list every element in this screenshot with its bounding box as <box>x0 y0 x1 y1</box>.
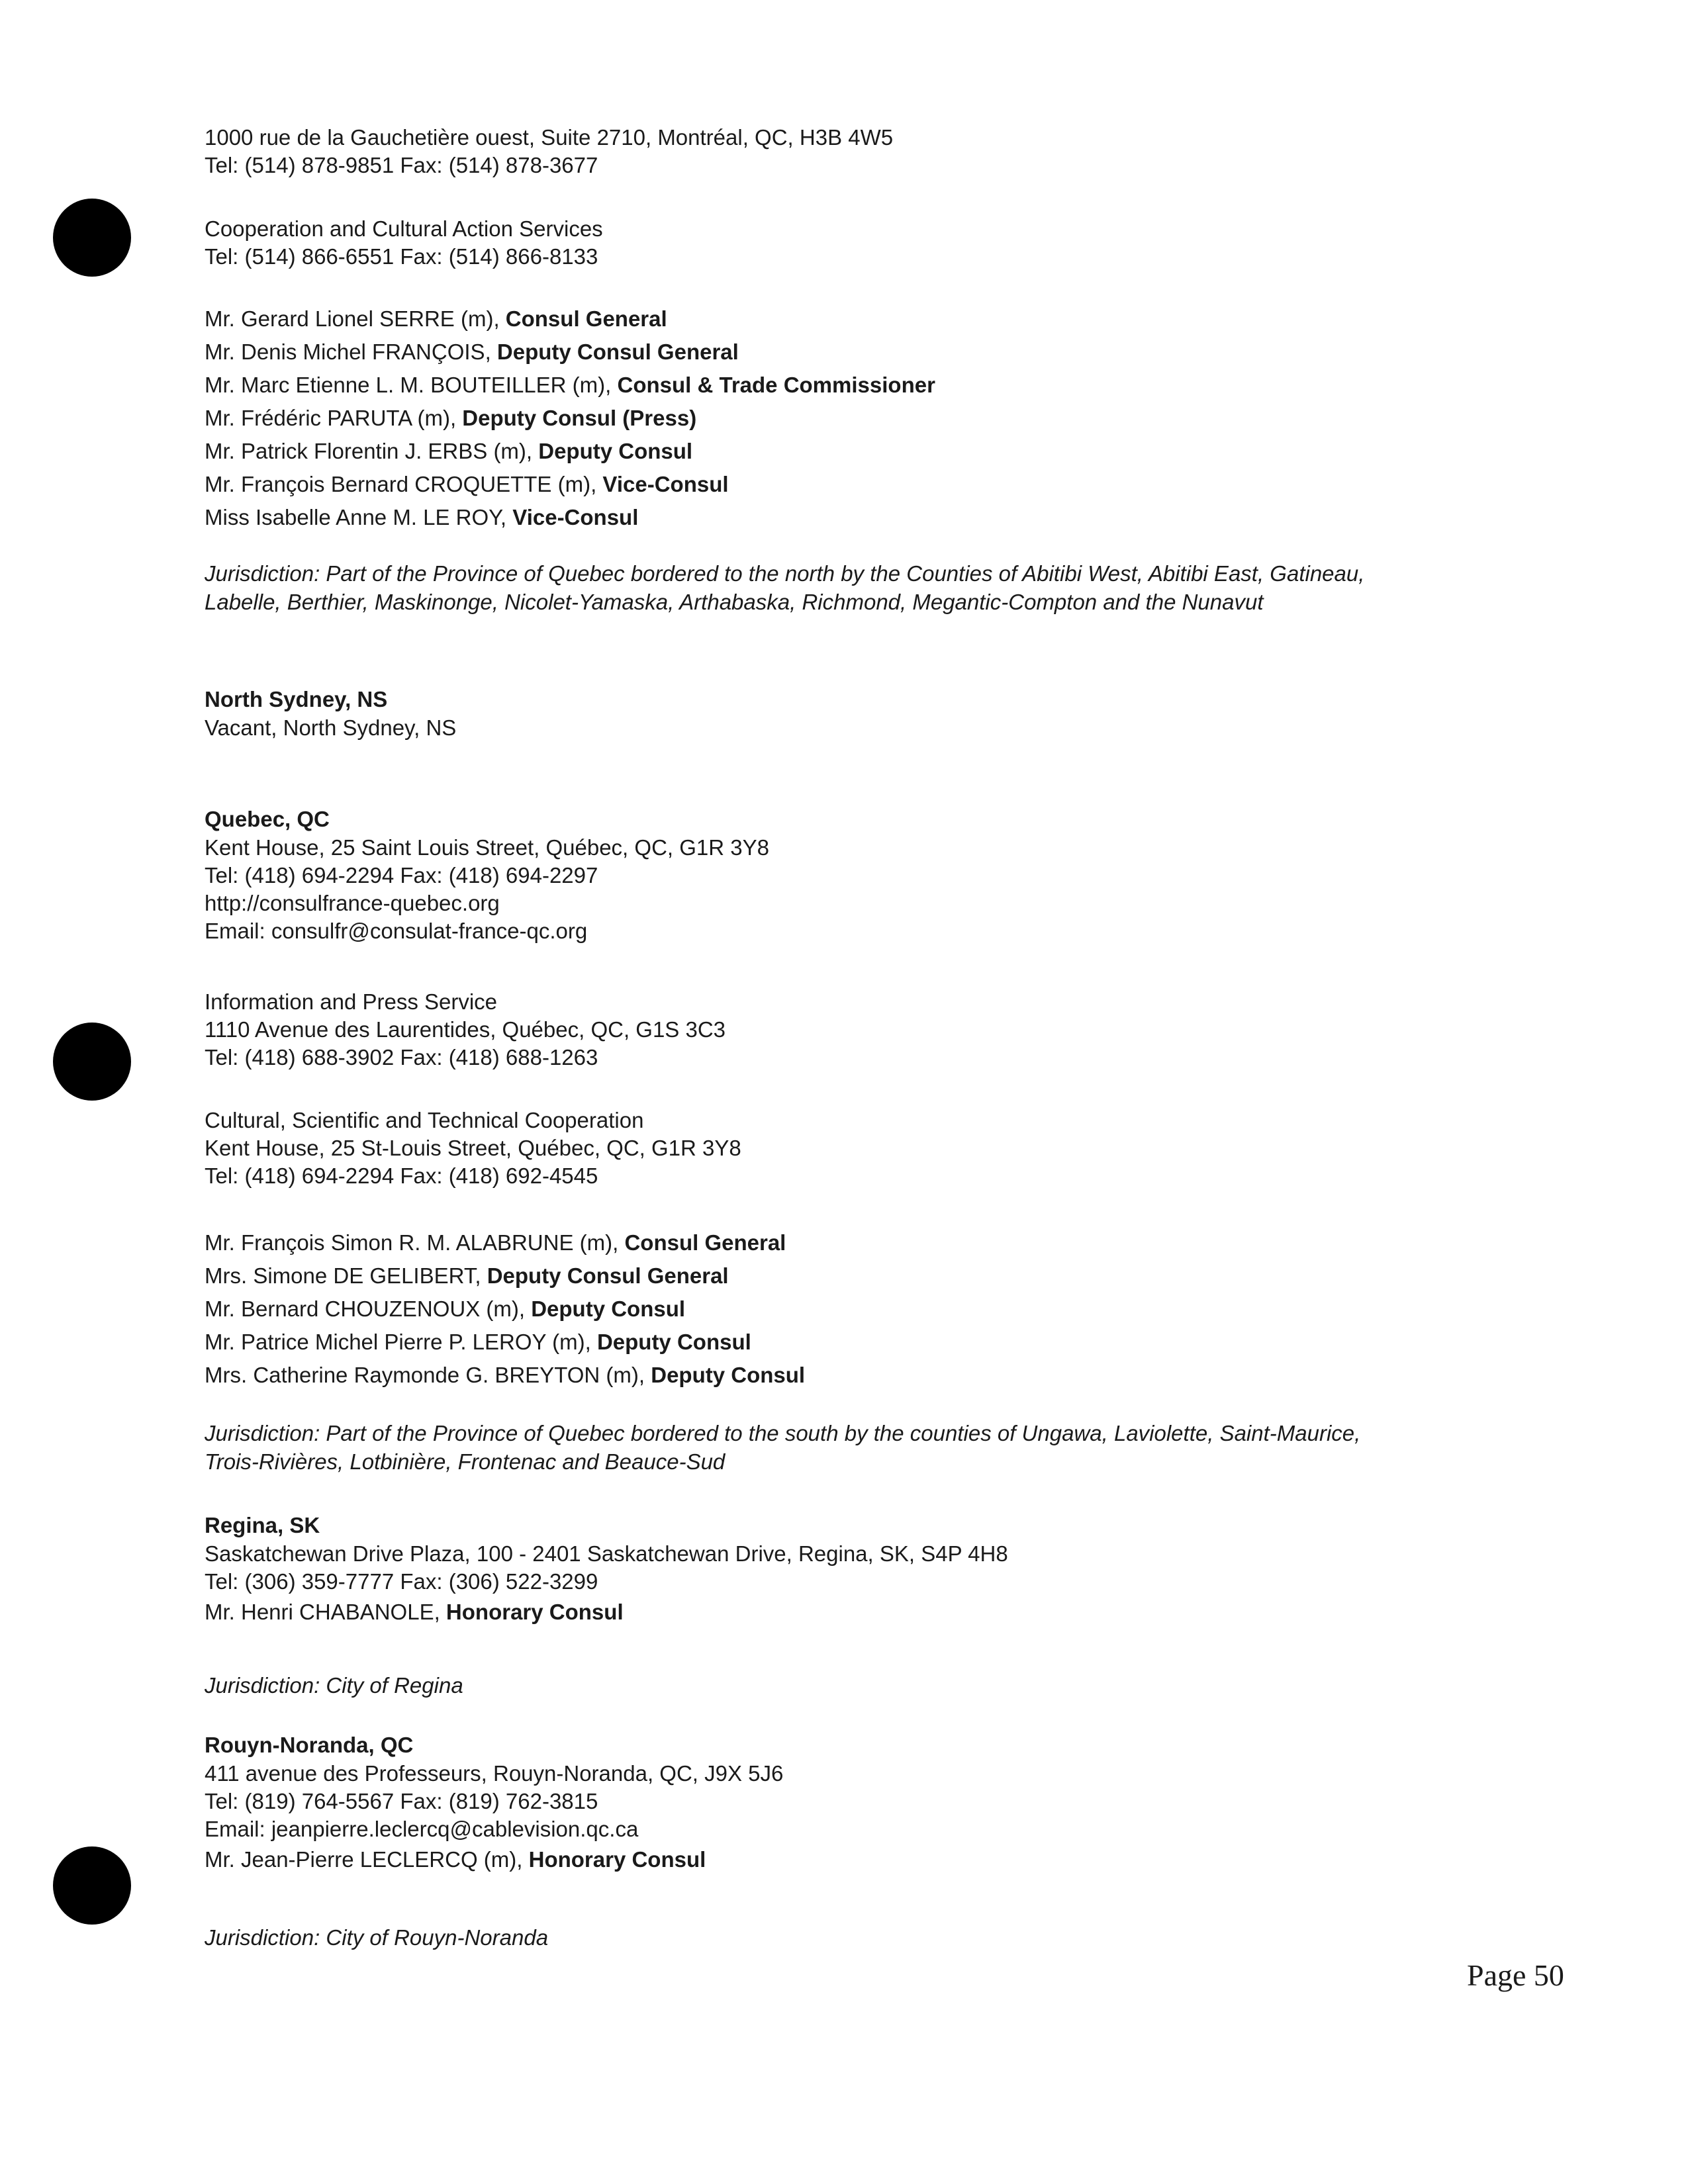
jurisdiction-line: Jurisdiction: City of Rouyn-Noranda <box>205 1925 549 1950</box>
staff-entry <box>205 336 935 369</box>
rouyn-address: 411 avenue des Professeurs, Rouyn-Noranda, QC, J9X 5J6 <box>205 1761 784 1786</box>
quebec-address: Kent House, 25 Saint Louis Street, Québec, QC, G1R 3Y8 <box>205 835 769 860</box>
quebec-email: Email: consulfr@consulat-france-qc.org <box>205 919 588 943</box>
staff-name: Mr. Denis Michel FRANÇOIS, <box>205 340 497 364</box>
staff-entry <box>205 435 935 468</box>
staff-entry <box>205 1259 805 1293</box>
quebec-tel-fax: Tel: (418) 694-2294 Fax: (418) 694-2297 <box>205 863 598 887</box>
north-sydney-section <box>205 685 456 742</box>
staff-name: Mr. François Bernard CROQUETTE (m), <box>205 472 603 496</box>
staff-title: Deputy Consul <box>538 439 693 463</box>
staff-name: Mr. Marc Etienne L. M. BOUTEILLER (m), <box>205 373 618 397</box>
staff-title: Deputy Consul <box>651 1363 806 1387</box>
info-service-address: 1110 Avenue des Laurentides, Québec, QC, G1S 3C3 <box>205 1017 726 1042</box>
section-heading: Quebec, QC <box>205 807 330 831</box>
staff-name: Mr. Jean-Pierre LECLERCQ (m), <box>205 1847 529 1872</box>
montreal-coop-tel-fax: Tel: (514) 866-6551 Fax: (514) 866-8133 <box>205 244 598 269</box>
staff-title: Vice-Consul <box>512 505 639 529</box>
montreal-staff-list <box>205 302 935 534</box>
staff-entry <box>205 1843 783 1876</box>
staff-title: Consul General <box>505 306 667 331</box>
regina-jurisdiction <box>205 1671 463 1700</box>
staff-entry <box>205 402 935 435</box>
staff-entry <box>205 369 935 402</box>
staff-title: Vice-Consul <box>602 472 729 496</box>
quebec-url: http://consulfrance-quebec.org <box>205 891 500 915</box>
staff-title: Deputy Consul <box>531 1297 686 1321</box>
binder-hole-middle <box>53 1023 131 1101</box>
staff-name: Mr. François Simon R. M. ALABRUNE (m), <box>205 1230 625 1255</box>
staff-entry <box>205 468 935 501</box>
quebec-staff-list <box>205 1226 805 1392</box>
rouyn-email: Email: jeanpierre.leclercq@cablevision.qc.ca <box>205 1817 639 1841</box>
rouyn-noranda-section <box>205 1731 783 1876</box>
info-service-name: Information and Press Service <box>205 989 498 1014</box>
staff-name: Mr. Patrice Michel Pierre P. LEROY (m), <box>205 1330 597 1354</box>
staff-title: Deputy Consul (Press) <box>462 406 697 430</box>
regina-section <box>205 1511 1008 1629</box>
binder-hole-bottom <box>53 1846 131 1925</box>
staff-name: Mr. Henri CHABANOLE, <box>205 1600 446 1624</box>
rouyn-tel-fax: Tel: (819) 764-5567 Fax: (819) 762-3815 <box>205 1789 598 1813</box>
staff-entry <box>205 1596 1008 1629</box>
regina-address: Saskatchewan Drive Plaza, 100 - 2401 Saskatchewan Drive, Regina, SK, S4P 4H8 <box>205 1541 1008 1566</box>
quebec-cultural-service <box>205 1107 741 1190</box>
info-service-tel-fax: Tel: (418) 688-3902 Fax: (418) 688-1263 <box>205 1045 598 1069</box>
montreal-address: 1000 rue de la Gauchetière ouest, Suite 2710, Montréal, QC, H3B 4W5 <box>205 125 894 150</box>
staff-entry <box>205 1293 805 1326</box>
quebec-section <box>205 805 769 945</box>
cultural-service-tel-fax: Tel: (418) 694-2294 Fax: (418) 692-4545 <box>205 1163 598 1188</box>
montreal-tel-fax: Tel: (514) 878-9851 Fax: (514) 878-3677 <box>205 153 598 177</box>
staff-name: Mr. Frédéric PARUTA (m), <box>205 406 463 430</box>
jurisdiction-line: Labelle, Berthier, Maskinonge, Nicolet-Yamaska, Arthabaska, Richmond, Megantic-Compton and the Nunavut <box>205 590 1264 614</box>
section-heading: Regina, SK <box>205 1513 320 1537</box>
page-number: Page 50 <box>1467 1958 1564 1992</box>
staff-entry <box>205 1359 805 1392</box>
cultural-service-address: Kent House, 25 St-Louis Street, Québec, QC, G1R 3Y8 <box>205 1136 741 1160</box>
jurisdiction-line: Jurisdiction: City of Regina <box>205 1673 463 1698</box>
staff-title: Deputy Consul General <box>496 340 739 364</box>
staff-title: Deputy Consul General <box>487 1263 729 1288</box>
montreal-coop-block <box>205 215 603 271</box>
staff-entry <box>205 1326 805 1359</box>
montreal-jurisdiction <box>205 559 1364 616</box>
regina-tel-fax: Tel: (306) 359-7777 Fax: (306) 522-3299 <box>205 1569 598 1594</box>
jurisdiction-line: Trois-Rivières, Lotbinière, Frontenac and Beauce-Sud <box>205 1449 726 1474</box>
montreal-coop-service: Cooperation and Cultural Action Services <box>205 216 603 241</box>
cultural-service-name: Cultural, Scientific and Technical Cooperation <box>205 1108 644 1132</box>
staff-name: Mr. Bernard CHOUZENOUX (m), <box>205 1297 532 1321</box>
staff-name: Mr. Gerard Lionel SERRE (m), <box>205 306 506 331</box>
jurisdiction-line: Jurisdiction: Part of the Province of Quebec bordered to the north by the Counties of Abitibi West, Abitibi East, Gatineau, <box>205 561 1365 586</box>
staff-name: Miss Isabelle Anne M. LE ROY, <box>205 505 513 529</box>
staff-name: Mrs. Simone DE GELIBERT, <box>205 1263 487 1288</box>
staff-entry <box>205 501 935 534</box>
quebec-jurisdiction <box>205 1419 1360 1476</box>
section-heading: Rouyn-Noranda, QC <box>205 1733 414 1757</box>
jurisdiction-line: Jurisdiction: Part of the Province of Quebec bordered to the south by the counties of Ungawa, Laviolette, Saint-Maurice, <box>205 1421 1361 1445</box>
staff-title: Deputy Consul <box>596 1330 751 1354</box>
north-sydney-text: Vacant, North Sydney, NS <box>205 715 457 740</box>
binder-hole-top <box>53 199 131 277</box>
staff-name: Mrs. Catherine Raymonde G. BREYTON (m), <box>205 1363 651 1387</box>
staff-name: Mr. Patrick Florentin J. ERBS (m), <box>205 439 539 463</box>
rouyn-jurisdiction <box>205 1923 548 1952</box>
quebec-info-service <box>205 988 726 1071</box>
staff-title: Consul General <box>624 1230 786 1255</box>
montreal-address-block <box>205 124 893 179</box>
staff-entry <box>205 1226 805 1259</box>
section-heading: North Sydney, NS <box>205 687 388 711</box>
staff-title: Honorary Consul <box>445 1600 624 1624</box>
staff-title: Consul & Trade Commissioner <box>617 373 935 397</box>
staff-title: Honorary Consul <box>528 1847 706 1872</box>
staff-entry <box>205 302 935 336</box>
